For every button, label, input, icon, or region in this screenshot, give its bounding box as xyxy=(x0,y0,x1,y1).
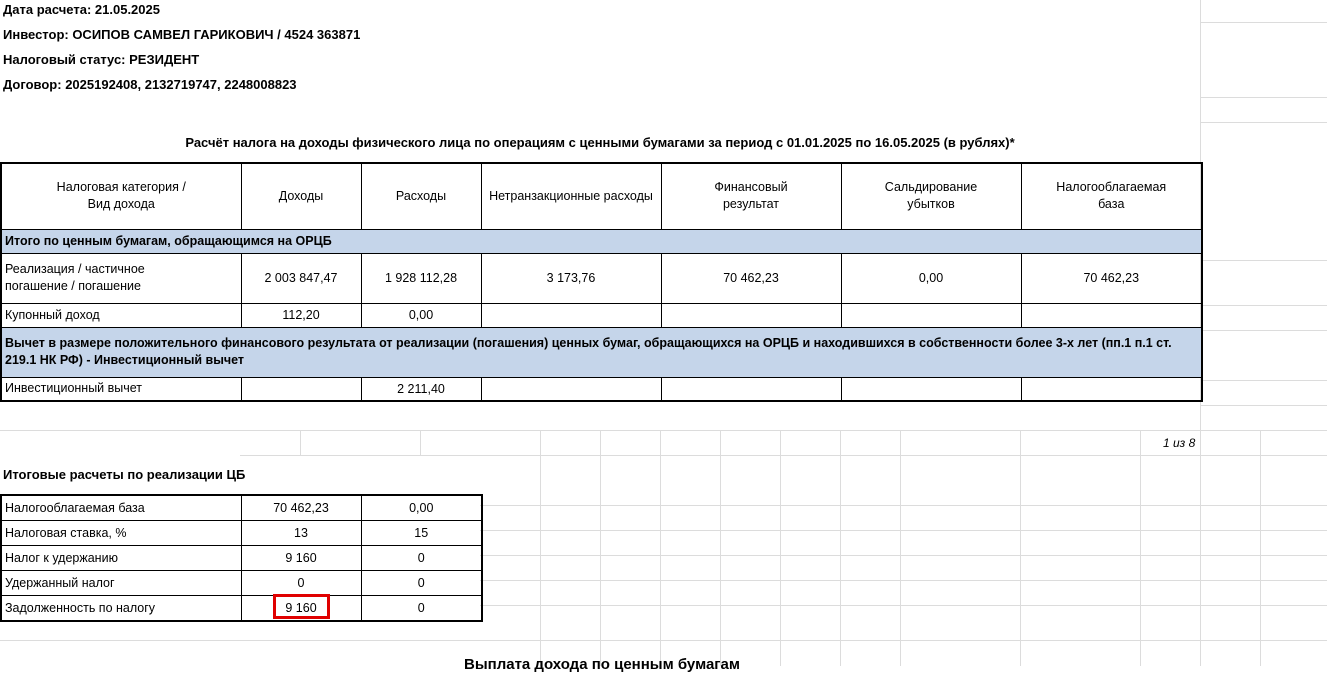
tax-calculation-table xyxy=(0,162,1203,402)
summary-label: Налог к удержанию xyxy=(1,546,241,571)
table-row xyxy=(1,571,482,596)
income-cell: 112,20 xyxy=(241,303,361,327)
grid-line xyxy=(660,430,661,666)
grid-line xyxy=(480,580,1327,581)
summary-value-15: 0,00 xyxy=(361,495,482,521)
grid-line xyxy=(840,430,841,666)
grid-line xyxy=(1200,260,1327,261)
grid-line xyxy=(480,555,1327,556)
table-header-row xyxy=(1,163,1202,229)
expenses-cell: 0,00 xyxy=(361,303,481,327)
summary-label: Задолженность по налогу xyxy=(1,596,241,622)
summary-table xyxy=(0,494,483,622)
loss-offset-cell: 0,00 xyxy=(841,253,1021,303)
column-header-nontransaction: Нетранзакционные расходы xyxy=(481,163,661,229)
summary-value-13: 9 160 xyxy=(241,546,361,571)
contract-numbers: Договор: 2025192408, 2132719747, 2248008823 xyxy=(3,77,297,92)
row-label: Инвестиционный вычет xyxy=(1,377,241,401)
empty-cell xyxy=(241,377,361,401)
grid-line xyxy=(1140,430,1141,666)
table-row xyxy=(1,377,1202,401)
grid-line xyxy=(480,530,1327,531)
grid-line xyxy=(1200,380,1327,381)
grid-line xyxy=(540,430,541,666)
page-number: 1 из 8 xyxy=(1163,436,1196,450)
tax-debt-value: 9 160 xyxy=(241,596,361,622)
empty-cell xyxy=(481,377,661,401)
grid-line xyxy=(240,455,1327,456)
report-title: Расчёт налога на доходы физического лица по операциям с ценными бумагами за период с 01.01.2025 по 16.05.2025 (в рублях)* xyxy=(185,135,1015,150)
table-row xyxy=(1,303,1202,327)
grid-line xyxy=(1200,22,1327,23)
column-header-financial-result: Финансовый результат xyxy=(661,163,841,229)
grid-line xyxy=(1260,430,1261,666)
empty-cell xyxy=(841,303,1021,327)
investor-info: Инвестор: ОСИПОВ САМВЕЛ ГАРИКОВИЧ / 4524 363871 xyxy=(3,27,361,42)
empty-cell xyxy=(661,303,841,327)
column-header-loss-offset: Сальдирование убытков xyxy=(841,163,1021,229)
summary-value-13: 13 xyxy=(241,521,361,546)
empty-cell xyxy=(481,303,661,327)
column-header-expenses: Расходы xyxy=(361,163,481,229)
column-header-category: Налоговая категория / Вид дохода xyxy=(1,163,241,229)
empty-cell xyxy=(1021,303,1202,327)
expenses-cell: 2 211,40 xyxy=(361,377,481,401)
tax-status: Налоговый статус: РЕЗИДЕНТ xyxy=(3,52,200,67)
grid-line xyxy=(0,430,1327,431)
table-row xyxy=(1,495,482,521)
tax-base-cell: 70 462,23 xyxy=(1021,253,1202,303)
section-row xyxy=(1,327,1202,377)
section-heading: Вычет в размере положительного финансового результата от реализации (погашения) ценных бумаг, обращающихся на ОРЦБ и находившихся в собственности более 3-х лет (пп.1 п.1 ст. 219.1 НК РФ) - Инвестиционный вычет xyxy=(1,327,1202,377)
summary-value-13: 0 xyxy=(241,571,361,596)
grid-line xyxy=(1200,405,1327,406)
summary-label: Удержанный налог xyxy=(1,571,241,596)
grid-line xyxy=(600,430,601,666)
table-row xyxy=(1,521,482,546)
grid-line xyxy=(900,430,901,666)
grid-line xyxy=(420,430,421,455)
empty-cell xyxy=(661,377,841,401)
summary-value-15: 15 xyxy=(361,521,482,546)
empty-cell xyxy=(1021,377,1202,401)
summary-label: Налоговая ставка, % xyxy=(1,521,241,546)
highlight-box xyxy=(273,594,330,619)
summary-value-15: 0 xyxy=(361,571,482,596)
row-label: Реализация / частичное погашение / погашение xyxy=(1,253,241,303)
section-heading: Итого по ценным бумагам, обращающимся на ОРЦБ xyxy=(1,229,1202,253)
section-title-coupon-payments: Выплата дохода по ценным бумагам xyxy=(464,656,740,673)
expenses-cell: 1 928 112,28 xyxy=(361,253,481,303)
grid-line xyxy=(0,640,1327,641)
table-row xyxy=(1,546,482,571)
grid-line xyxy=(780,430,781,666)
column-header-tax-base: Налогооблагаемая база xyxy=(1021,163,1202,229)
nontransaction-cell: 3 173,76 xyxy=(481,253,661,303)
summary-title: Итоговые расчеты по реализации ЦБ xyxy=(3,467,246,482)
income-cell: 2 003 847,47 xyxy=(241,253,361,303)
grid-line xyxy=(1020,430,1021,666)
financial-result-cell: 70 462,23 xyxy=(661,253,841,303)
summary-value-13: 70 462,23 xyxy=(241,495,361,521)
row-label: Купонный доход xyxy=(1,303,241,327)
table-row xyxy=(1,253,1202,303)
section-row xyxy=(1,229,1202,253)
grid-line xyxy=(480,505,1327,506)
calc-date: Дата расчета: 21.05.2025 xyxy=(3,2,160,17)
grid-line xyxy=(1200,305,1327,306)
grid-line xyxy=(720,430,721,666)
empty-cell xyxy=(841,377,1021,401)
table-row xyxy=(1,596,482,622)
summary-label: Налогооблагаемая база xyxy=(1,495,241,521)
summary-value-15: 0 xyxy=(361,596,482,622)
grid-line xyxy=(480,605,1327,606)
spreadsheet-cell xyxy=(1200,97,1327,123)
grid-line xyxy=(300,430,301,455)
grid-line xyxy=(1200,330,1327,331)
summary-value-15: 0 xyxy=(361,546,482,571)
column-header-income: Доходы xyxy=(241,163,361,229)
